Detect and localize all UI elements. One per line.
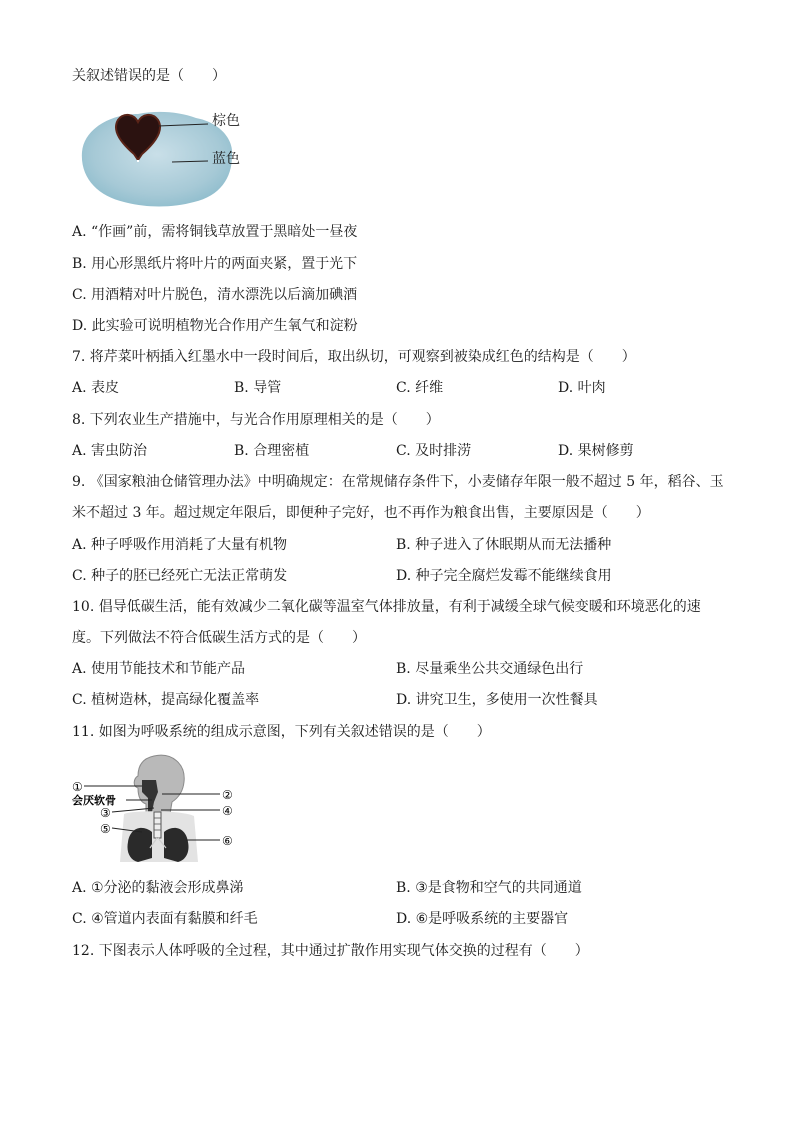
q11-option-c: C. ④管道内表面有黏膜和纤毛 — [72, 911, 258, 927]
q8-option-c: C. 及时排涝 — [396, 443, 472, 459]
q8-option-b: B. 合理密植 — [234, 443, 310, 459]
q6-option-c: C. 用酒精对叶片脱色，清水漂洗以后滴加碘酒 — [72, 287, 358, 303]
q9-option-a: A. 种子呼吸作用消耗了大量有机物 — [72, 537, 288, 553]
q7-option-d: D. 叶肉 — [558, 380, 606, 396]
q9-option-d: D. 种子完全腐烂发霉不能继续食用 — [396, 568, 612, 584]
q9-option-b: B. 种子进入了休眠期从而无法播种 — [396, 537, 612, 553]
blue-label: 蓝色 — [212, 151, 240, 167]
q10-option-c: C. 植树造林，提高绿化覆盖率 — [72, 692, 260, 708]
q8-option-a: A. 害虫防治 — [72, 443, 148, 459]
q6-option-a: A. “作画”前，需将铜钱草放置于黑暗处一昼夜 — [72, 224, 358, 240]
q10-stem-line1: 10. 倡导低碳生活，能有效减少二氧化碳等温室气体排放量，有利于减缓全球气候变暖和环境恶化的速 — [72, 599, 701, 615]
q6-option-b: B. 用心形黑纸片将叶片的两面夹紧，置于光下 — [72, 256, 358, 272]
q10-option-d: D. 讲究卫生，多使用一次性餐具 — [396, 692, 598, 708]
q7-stem: 7. 将芹菜叶柄插入红墨水中一段时间后，取出纵切，可观察到被染成红色的结构是（ ） — [72, 349, 636, 365]
q9-option-c: C. 种子的胚已经死亡无法正常萌发 — [72, 568, 288, 584]
leaf-figure — [72, 104, 262, 210]
brown-label: 棕色 — [212, 113, 240, 129]
q8-stem: 8. 下列农业生产措施中，与光合作用原理相关的是（ ） — [72, 412, 440, 428]
respiratory-illustration — [72, 752, 242, 866]
marker-3: ③ — [100, 806, 111, 820]
q7-option-b: B. 导管 — [234, 380, 282, 396]
q9-stem-line2: 米不超过 3 年。超过规定年限后，即便种子完好，也不再作为粮食出售，主要原因是（ ） — [72, 505, 650, 521]
epiglottis-label: 会厌软骨 — [72, 794, 116, 807]
q11-option-a: A. ①分泌的黏液会形成鼻涕 — [72, 880, 244, 896]
q10-option-b: B. 尽量乘坐公共交通绿色出行 — [396, 661, 584, 677]
q11-option-b: B. ③是食物和空气的共同通道 — [396, 880, 582, 896]
marker-5: ⑤ — [100, 822, 111, 836]
q10-option-a: A. 使用节能技术和节能产品 — [72, 661, 246, 677]
q11-stem: 11. 如图为呼吸系统的组成示意图，下列有关叙述错误的是（ ） — [72, 724, 491, 740]
q6-option-d: D. 此实验可说明植物光合作用产生氧气和淀粉 — [72, 318, 358, 334]
marker-2: ② — [222, 788, 233, 802]
q7-option-a: A. 表皮 — [72, 380, 120, 396]
q11-option-d: D. ⑥是呼吸系统的主要器官 — [396, 911, 569, 927]
marker-1: ① — [72, 780, 83, 794]
q10-stem-line2: 度。下列做法不符合低碳生活方式的是（ ） — [72, 630, 366, 646]
marker-4: ④ — [222, 804, 233, 818]
q9-stem-line1: 9. 《国家粮油仓储管理办法》中明确规定：在常规储存条件下，小麦储存年限一般不超过 5 年，稻谷、玉 — [72, 474, 724, 490]
q7-option-c: C. 纤维 — [396, 380, 444, 396]
marker-6: ⑥ — [222, 834, 233, 848]
question-6-stem-tail: 关叙述错误的是（ ） — [72, 68, 226, 84]
q8-option-d: D. 果树修剪 — [558, 443, 634, 459]
respiratory-system-figure — [72, 752, 242, 866]
q12-stem: 12. 下图表示人体呼吸的全过程，其中通过扩散作用实现气体交换的过程有（ ） — [72, 943, 589, 959]
